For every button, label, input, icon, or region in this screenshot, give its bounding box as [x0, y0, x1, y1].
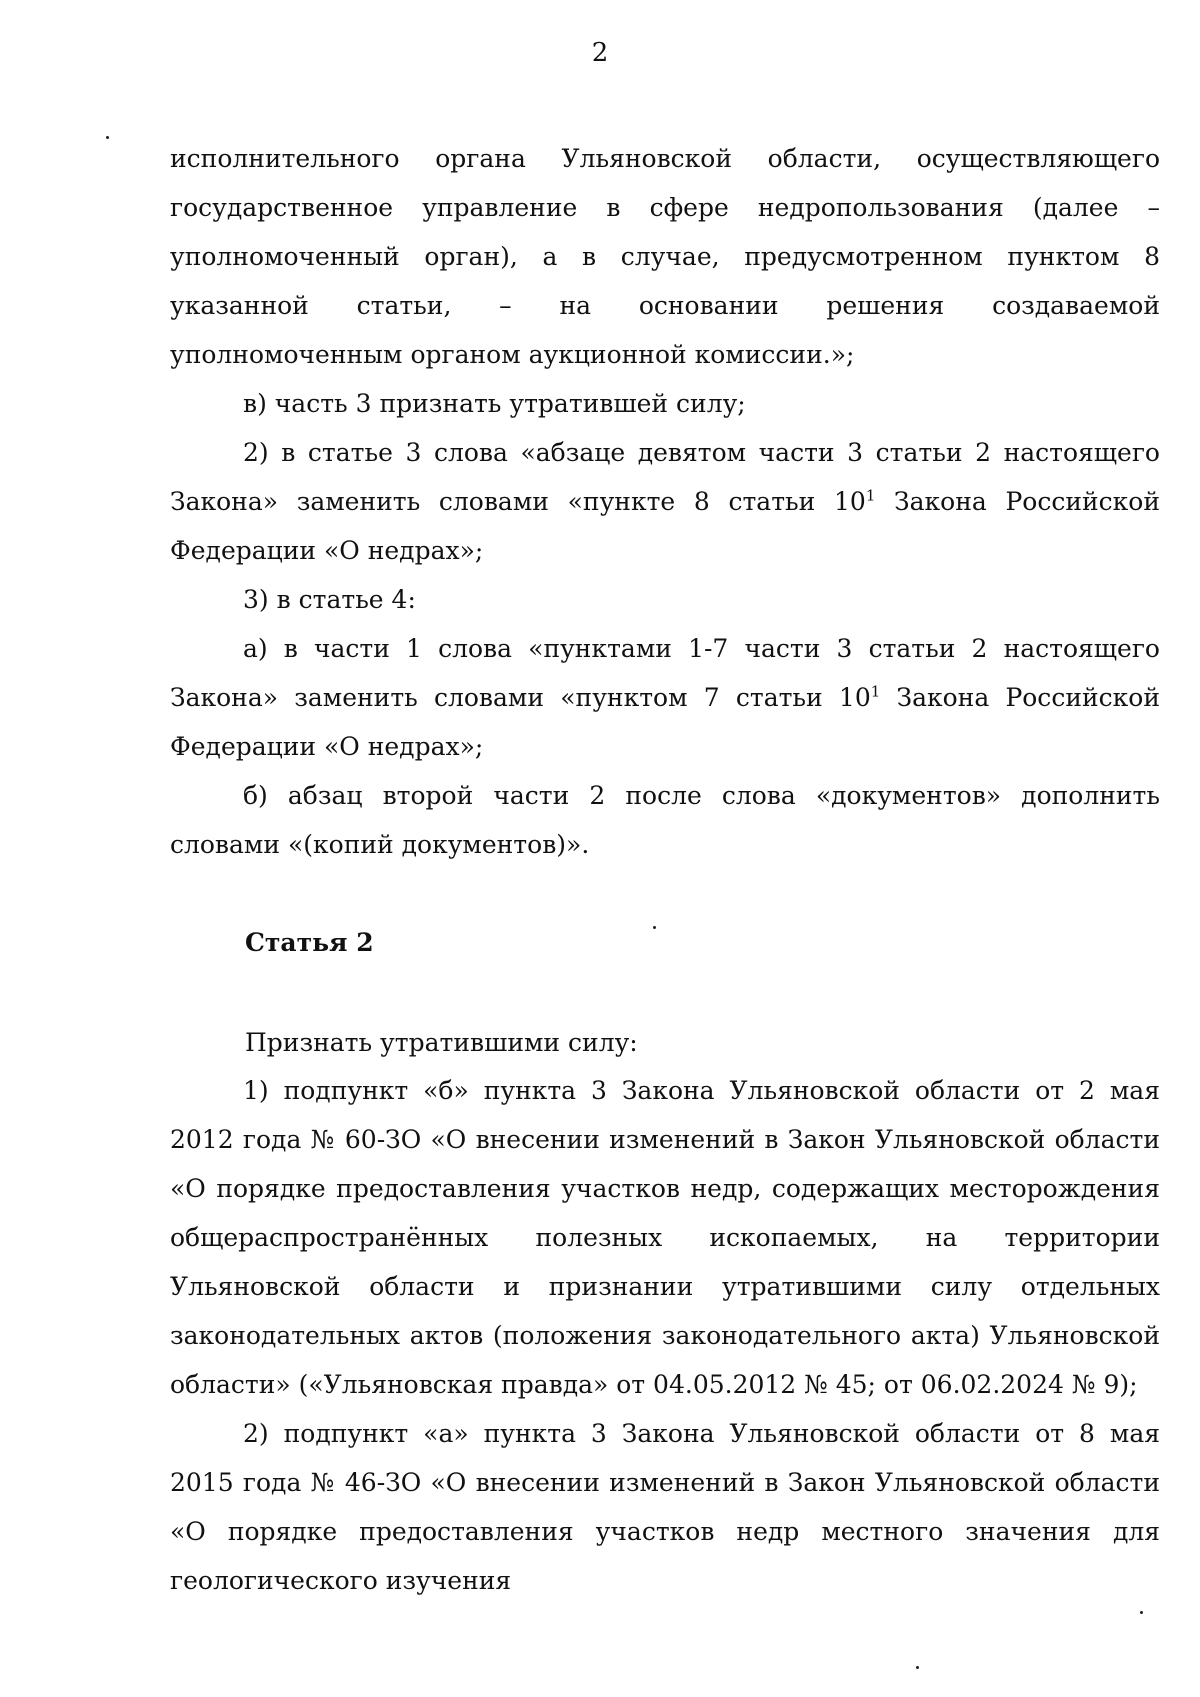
scan-speck — [916, 1666, 919, 1669]
page-number: 2 — [591, 38, 609, 68]
article-heading: Статья 2 — [245, 928, 374, 957]
paragraph-text: Закона Российской Федерации «О недрах»; — [170, 683, 1160, 761]
scan-speck — [106, 136, 109, 139]
article1-continuation — [170, 134, 1160, 869]
paragraph-executive-body: исполнительного органа Ульяновской области, осуществляющего государственное управление в сфере недропользования (далее – уполномоченный орган), а в случае, предусмотренном пунктом 8 указанной статьи, – на основании решения создаваемой уполномоченным органом аукционной комиссии.»; — [170, 144, 1160, 369]
list-item: 2) подпункт «а» пункта 3 Закона Ульяновской области от 8 мая 2015 года № 46-ЗО «О внесении изменений в Закон Ульяновской области «О порядке предоставления участков недр местного значения для геологического изучения — [170, 1419, 1160, 1595]
superscript-index: 1 — [865, 486, 876, 505]
scan-speck — [1140, 1611, 1143, 1614]
article2-intro: Признать утратившими силу: — [245, 1028, 638, 1057]
paragraph-article4-part1 — [170, 624, 1160, 771]
paragraph-text: 2) в статье 3 слова «абзаце девятом части 3 статьи 2 настоящего Закона» заменить словами «пункте 8 статьи 10 — [170, 438, 1160, 516]
paragraph-article4-part2: б) абзац второй части 2 после слова «документов» дополнить словами «(копий документов)». — [170, 781, 1160, 859]
scan-speck — [653, 926, 656, 929]
paragraph-article3-amendment — [170, 428, 1160, 575]
article2-list — [170, 1066, 1160, 1605]
paragraph-text: а) в части 1 слова «пунктами 1-7 части 3 статьи 2 настоящего Закона» заменить словами «пунктом 7 статьи 10 — [170, 634, 1160, 712]
list-item: 1) подпункт «б» пункта 3 Закона Ульяновской области от 2 мая 2012 года № 60-ЗО «О внесении изменений в Закон Ульяновской области «О порядке предоставления участков недр, содержащих месторождения общераспространённых полезных ископаемых, на территории Ульяновской области и признании утратившими силу отдельных законодательных актов (положения законодательного акта) Ульяновской области» («Ульяновская правда» от 04.05.2012 № 45; от 06.02.2024 № 9); — [170, 1076, 1160, 1399]
paragraph-text: Закона Российской Федерации «О недрах»; — [170, 487, 1160, 565]
paragraph-part3-void: в) часть 3 признать утратившей силу; — [243, 389, 746, 418]
paragraph-article4-heading: 3) в статье 4: — [243, 585, 416, 614]
superscript-index: 1 — [870, 682, 881, 701]
